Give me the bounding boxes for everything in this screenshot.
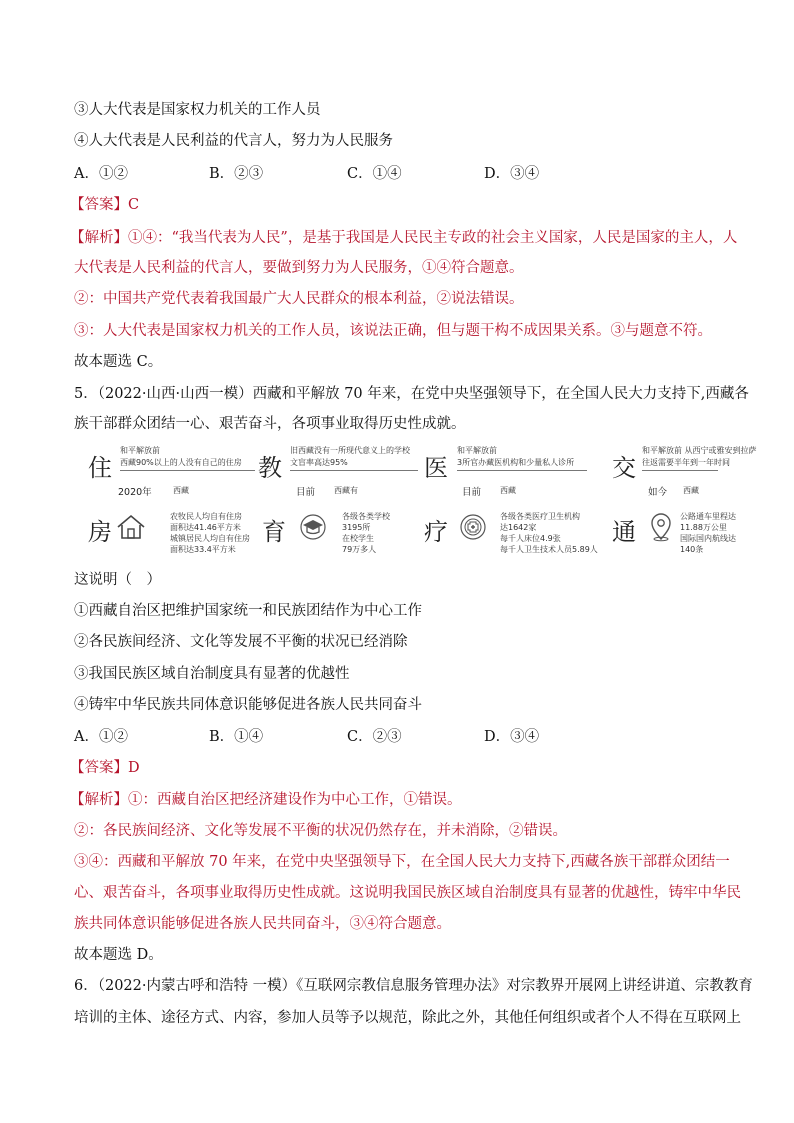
- q5-statement-4: ④铸牢中华民族共同体意识能够促进各族人民共同奋斗: [74, 697, 422, 713]
- conclusion-1: 故本题选 C。: [74, 354, 163, 370]
- transport-before-2: 往返需要半年到一年时间: [642, 458, 730, 467]
- explanation-2-line-3: ③④：西藏和平解放 70 年来，在党中央坚强领导下，在全国人民大力支持下,西藏各族干部群众团结一: [74, 854, 730, 870]
- medical-cross-icon: [458, 514, 488, 544]
- medical-title-2: 疗: [424, 518, 448, 546]
- explanation-text: ①：西藏自治区把经济建设作为中心工作，①错误。: [128, 792, 462, 808]
- question-6-line-1: 6．（2022·内蒙古呼和浩特 一模）《互联网宗教信息服务管理办法》对宗教界开展网上讲经讲道、宗教教育: [74, 978, 753, 994]
- housing-stat-2: 面积达41.46平方米: [170, 523, 241, 532]
- explanation-2-line-4: 心、艰苦奋斗，各项事业取得历史性成就。这说明我国民族区域自治制度具有显著的优越性，铸牢中华民: [74, 885, 741, 901]
- medical-stat-2: 达1642家: [500, 523, 537, 532]
- transport-stat-3: 国际国内航线达: [680, 534, 736, 543]
- transport-before-1: 和平解放前 从西宁或雅安到拉萨: [642, 446, 757, 455]
- answer-value: D: [128, 760, 140, 776]
- housing-before-1: 和平解放前: [120, 446, 160, 455]
- education-stat-3: 在校学生: [342, 534, 374, 543]
- education-stat-4: 79万多人: [342, 545, 377, 554]
- education-title-1: 教: [258, 454, 282, 482]
- conclusion-2: 故本题选 D。: [74, 947, 163, 963]
- education-stat-1: 各级各类学校: [342, 512, 390, 521]
- q4-choice-d: D．③④: [484, 166, 540, 182]
- explanation-text: ①④：“我当代表为人民”，是基于我国是人民民主专政的社会主义国家，人民是国家的主人，人: [128, 230, 738, 246]
- education-stat-2: 3195所: [342, 523, 371, 532]
- transport-stat-2: 11.88万公里: [680, 523, 727, 532]
- answer-value: C: [128, 197, 140, 213]
- medical-year: 目前: [462, 487, 482, 498]
- housing-title-1: 住: [88, 454, 112, 482]
- q5-choice-a: A．①②: [74, 729, 128, 745]
- q4-choice-a: A．①②: [74, 166, 128, 182]
- q4-option-4: ④人大代表是人民利益的代言人，努力为人民服务: [74, 133, 393, 149]
- housing-title-2: 房: [88, 518, 112, 546]
- answer-1: [70, 195, 139, 215]
- medical-stat-3: 每千人床位4.9张: [500, 534, 561, 543]
- education-year: 目前: [296, 487, 316, 498]
- question-5-prompt: 这说明（ ）: [74, 572, 161, 588]
- explanation-2-line-5: 族共同体意识能够促进各族人民共同奋斗，③④符合题意。: [74, 916, 451, 932]
- q5-statement-3: ③我国民族区域自治制度具有显著的优越性: [74, 666, 350, 682]
- question-6-line-2: 培训的主体、途径方式、内容，参加人员等予以规范，除此之外，其他任何组织或者个人不得在互联网上: [74, 1010, 741, 1026]
- location-pin-icon: [648, 512, 674, 546]
- transport-stat-1: 公路通车里程达: [680, 512, 736, 521]
- q5-choice-d: D．③④: [484, 729, 540, 745]
- explanation-1-line-1: [70, 228, 737, 248]
- housing-stat-1: 农牧民人均自有住房: [170, 512, 242, 521]
- explanation-tag: 【解析】: [70, 230, 128, 246]
- medical-place: 西藏: [500, 486, 516, 495]
- housing-place: 西藏: [173, 486, 189, 495]
- q4-option-3: ③人大代表是国家权力机关的工作人员: [74, 102, 321, 118]
- medical-title-1: 医: [424, 454, 448, 482]
- medical-stat-4: 每千人卫生技术人员5.89人: [500, 545, 598, 554]
- housing-stat-3: 城镇居民人均自有住房: [170, 534, 250, 543]
- explanation-1-line-2: 大代表是人民利益的代言人，要做到努力为人民服务，①④符合题意。: [74, 260, 524, 276]
- q4-choice-c: C．①④: [347, 166, 402, 182]
- q4-choice-b: B．②③: [209, 166, 264, 182]
- q5-choice-c: C．②③: [347, 729, 402, 745]
- house-icon: [116, 514, 146, 544]
- transport-stat-4: 140条: [680, 545, 704, 554]
- transport-title-2: 通: [612, 518, 636, 546]
- q5-statement-1: ①西藏自治区把维护国家统一和民族团结作为中心工作: [74, 603, 422, 619]
- q5-choice-b: B．①④: [209, 729, 264, 745]
- housing-before-2: 西藏90%以上的人没有自己的住房: [120, 458, 242, 467]
- q5-statement-2: ②各民族间经济、文化等发展不平衡的状况已经消除: [74, 634, 408, 650]
- explanation-2-line-2: ②：各民族间经济、文化等发展不平衡的状况仍然存在，并未消除，②错误。: [74, 823, 567, 839]
- education-before-1: 旧西藏没有一所现代意义上的学校: [290, 446, 410, 455]
- education-title-2: 育: [262, 518, 286, 546]
- transport-title-1: 交: [612, 454, 636, 482]
- education-before-2: 文盲率高达95%: [290, 458, 348, 467]
- answer-tag: 【答案】: [70, 197, 128, 213]
- transport-place: 西藏: [683, 486, 699, 495]
- medical-before-2: 3所官办藏医机构和少量私人诊所: [457, 458, 575, 467]
- tibet-infographic: [80, 440, 757, 560]
- explanation-1-line-3: ②：中国共产党代表着我国最广大人民群众的根本利益，②说法错误。: [74, 291, 524, 307]
- transport-year: 如今: [648, 487, 668, 498]
- explanation-2-line-1: [70, 790, 462, 810]
- answer-tag: 【答案】: [70, 760, 128, 776]
- explanation-tag: 【解析】: [70, 792, 128, 808]
- housing-year: 2020年: [118, 487, 152, 498]
- explanation-1-line-4: ③：人大代表是国家权力机关的工作人员，该说法正确，但与题干构不成因果关系。③与题意不符。: [74, 323, 712, 339]
- education-place: 西藏有: [334, 486, 358, 495]
- question-5-line-1: 5．（2022·山西·山西一模）西藏和平解放 70 年来，在党中央坚强领导下，在全国人民大力支持下,西藏各: [74, 386, 749, 402]
- medical-stat-1: 各级各类医疗卫生机构: [500, 512, 580, 521]
- medical-before-1: 和平解放前: [457, 446, 497, 455]
- answer-2: [70, 758, 140, 778]
- housing-stat-4: 面积达33.4平方米: [170, 545, 236, 554]
- graduation-cap-icon: [298, 514, 328, 544]
- question-5-line-2: 族干部群众团结一心、艰苦奋斗，各项事业取得历史性成就。: [74, 416, 466, 432]
